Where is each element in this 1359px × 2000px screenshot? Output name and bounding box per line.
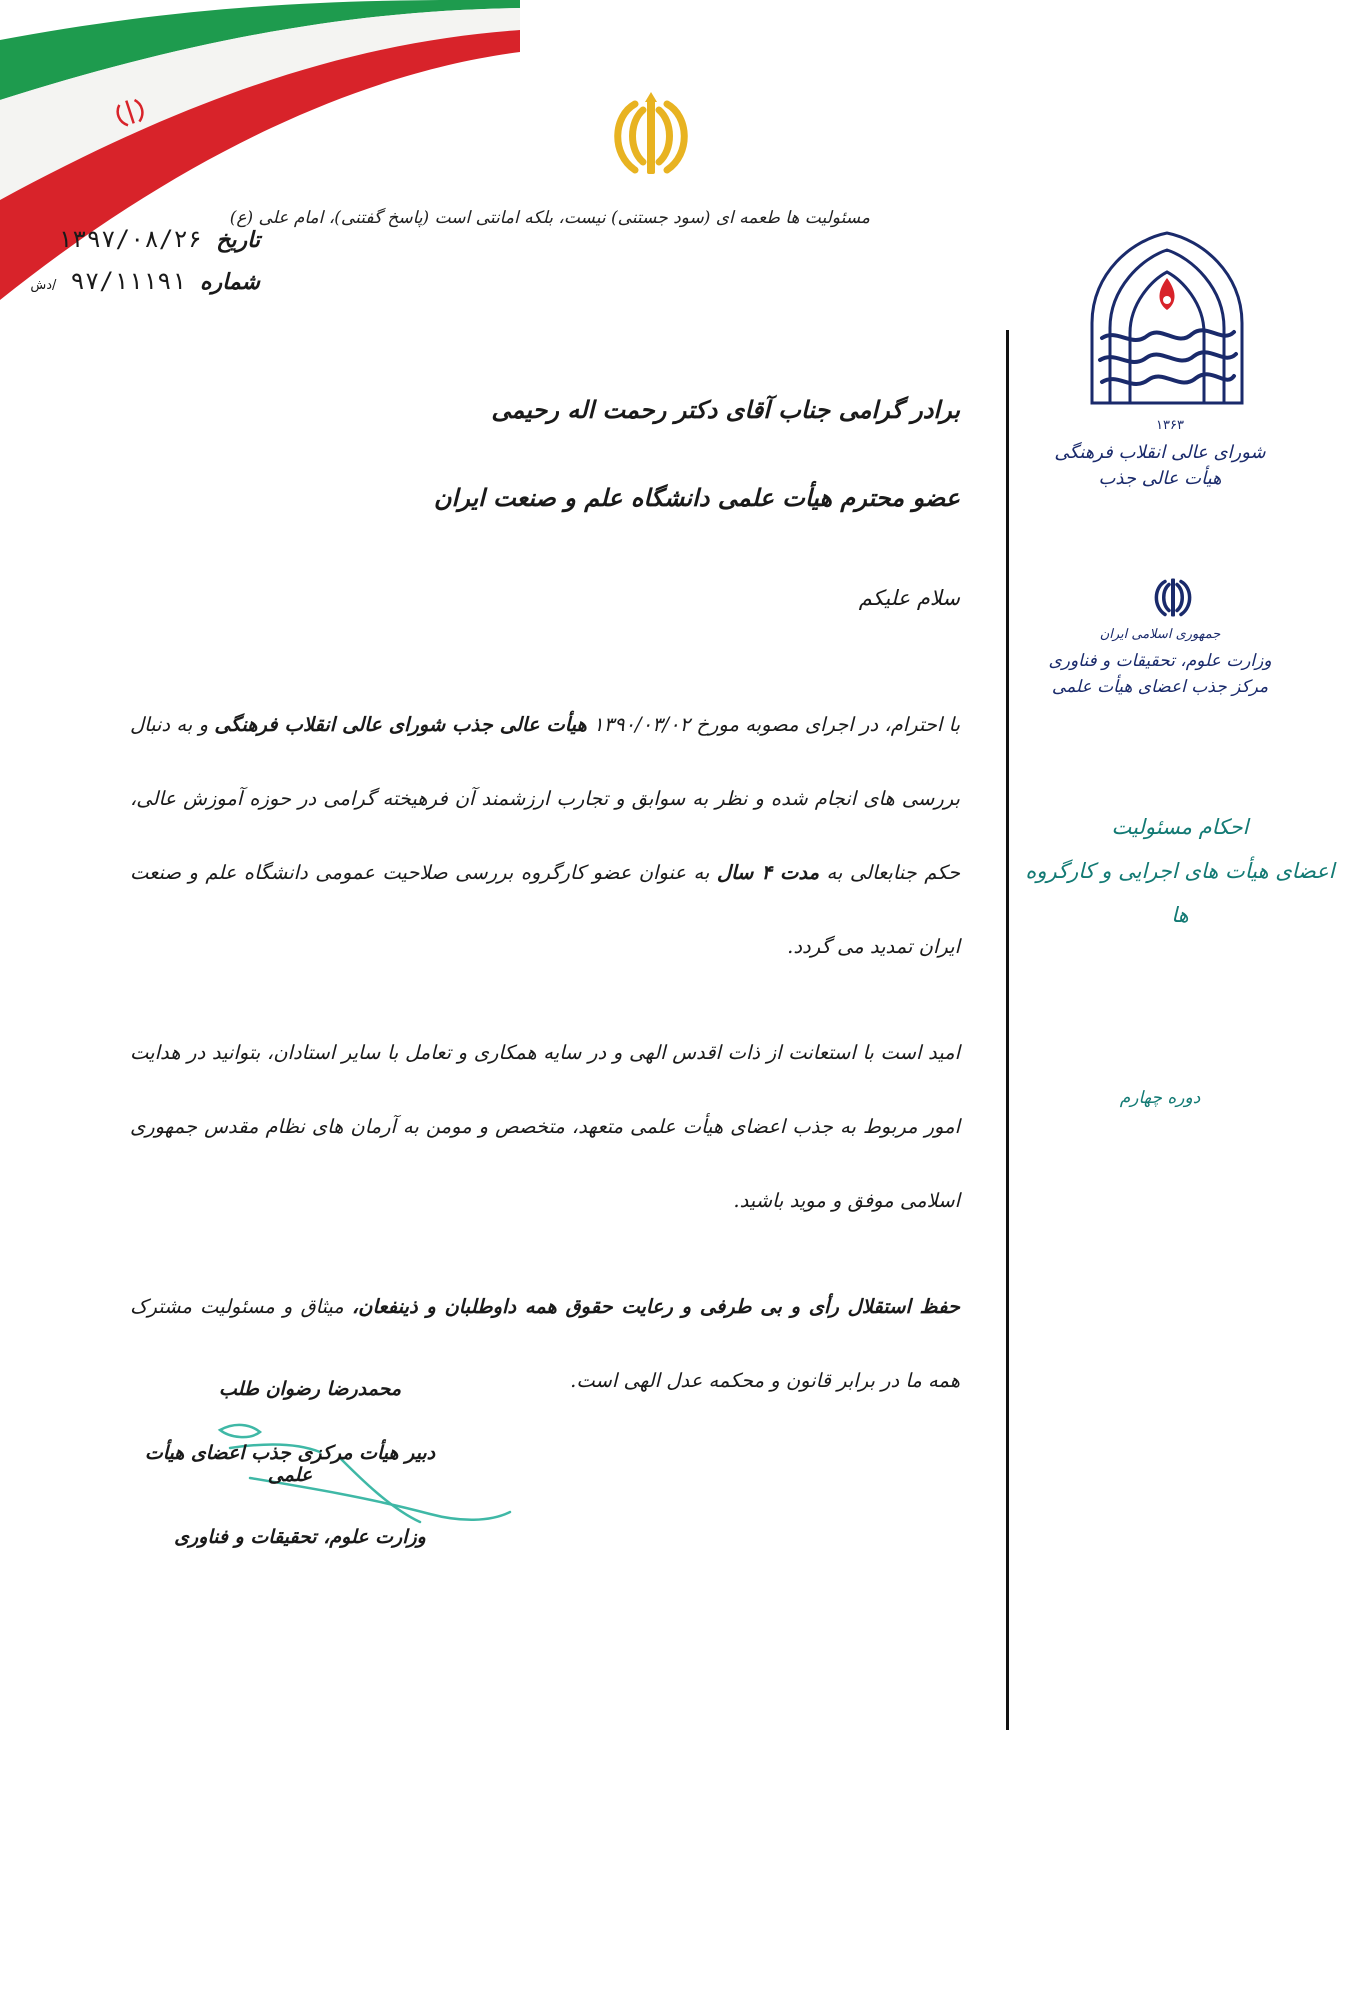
letter-meta xyxy=(30,225,260,309)
term-label: دوره چهارم xyxy=(1119,1088,1201,1108)
council-logo-icon xyxy=(1072,228,1262,418)
p1-part-d: مدت ۴ سال xyxy=(716,861,820,884)
p1-part-a: با احترام، در اجرای مصوبه مورخ ۱۳۹۰/۰۳/۰۲ xyxy=(593,713,961,736)
addressee: برادر گرامی جناب آقای دکتر رحمت اله رحیمی xyxy=(491,395,960,424)
number-label: شماره xyxy=(199,269,260,295)
addressee-position: عضو محترم هیأت علمی دانشگاه علم و صنعت ایران xyxy=(433,483,960,512)
ministry-emblem-icon xyxy=(1150,575,1196,621)
paragraph-1 xyxy=(130,688,960,984)
p3-part-b: میثاق و مسئولیت مشترک همه ما در برابر قانون و محکمه عدل الهی است. xyxy=(130,1295,960,1392)
date-row xyxy=(30,225,260,253)
date-label: تاریخ xyxy=(216,227,260,253)
decree-title-line-1: احکام مسئولیت xyxy=(1111,815,1249,839)
signer-title: دبیر هیأت مرکزی جذب اعضای هیأت علمی xyxy=(144,1442,436,1486)
p1-part-b: هیأت عالی جذب شورای عالی انقلاب فرهنگی xyxy=(214,713,587,736)
p3-part-a: حفظ استقلال رأی و بی طرفی و رعایت حقوق همه داوطلبان و ذینفعان، xyxy=(351,1295,960,1318)
ministry-block xyxy=(1040,622,1280,700)
signer-name: محمدرضا رضوان طلب xyxy=(218,1378,402,1400)
paragraph-2: امید است با استعانت از ذات اقدس الهی و در سایه همکاری و تعامل با سایر استادان، بتوانید در هدایت امور مربوط به جذب اعضای هیأت علمی متعهد، متخصص و مومن به آرمان های نظام مقدس جمهوری اسلامی موفق و موید باشید. xyxy=(130,1041,960,1212)
date-value: ۱۳۹۷/۰۸/۲۶ xyxy=(57,225,203,253)
iran-emblem-icon xyxy=(605,92,697,182)
signature-block xyxy=(120,1378,460,1548)
council-name xyxy=(1040,440,1280,492)
header-hadith: مسئولیت ها طعمه ای (سود جستنی) نیست، بلکه امانتی است (پاسخ گفتنی)، امام علی (ع) xyxy=(229,208,870,228)
council-name-line-1: شورای عالی انقلاب فرهنگی xyxy=(1054,442,1266,463)
number-value: ۹۷/۱۱۱۹۱ xyxy=(70,267,186,295)
decree-title-line-2: اعضای هیأت های اجرایی و کارگروه ها xyxy=(1025,859,1335,927)
council-name-line-2: هیأت عالی جذب xyxy=(1098,468,1222,489)
sidebar-divider xyxy=(1006,330,1009,1730)
council-year: ۱۳۶۳ xyxy=(1156,418,1184,433)
p1-part-e: به عنوان عضو کارگروه بررسی صلاحیت عمومی دانشگاه علم و صنعت ایران تمدید می گردد. xyxy=(130,861,960,958)
number-suffix: /دش xyxy=(30,278,57,293)
republic-label: جمهوری اسلامی ایران xyxy=(1099,627,1221,642)
center-label: مرکز جذب اعضای هیأت علمی xyxy=(1051,677,1269,697)
ministry-label: وزارت علوم، تحقیقات و فناوری xyxy=(1048,651,1272,671)
decree-title xyxy=(1020,805,1340,937)
letter-body xyxy=(130,390,960,1450)
number-row xyxy=(30,267,260,295)
p1-part-c: و به دنبال بررسی های انجام شده و نظر به سوابق و تجارب ارزشمند آن فرهیخته گرامی در حوزه آموزش عالی، حکم جنابعالی به xyxy=(130,713,961,884)
signer-ministry: وزارت علوم، تحقیقات و فناوری xyxy=(174,1526,426,1548)
greeting: سلام علیکم xyxy=(858,586,960,610)
